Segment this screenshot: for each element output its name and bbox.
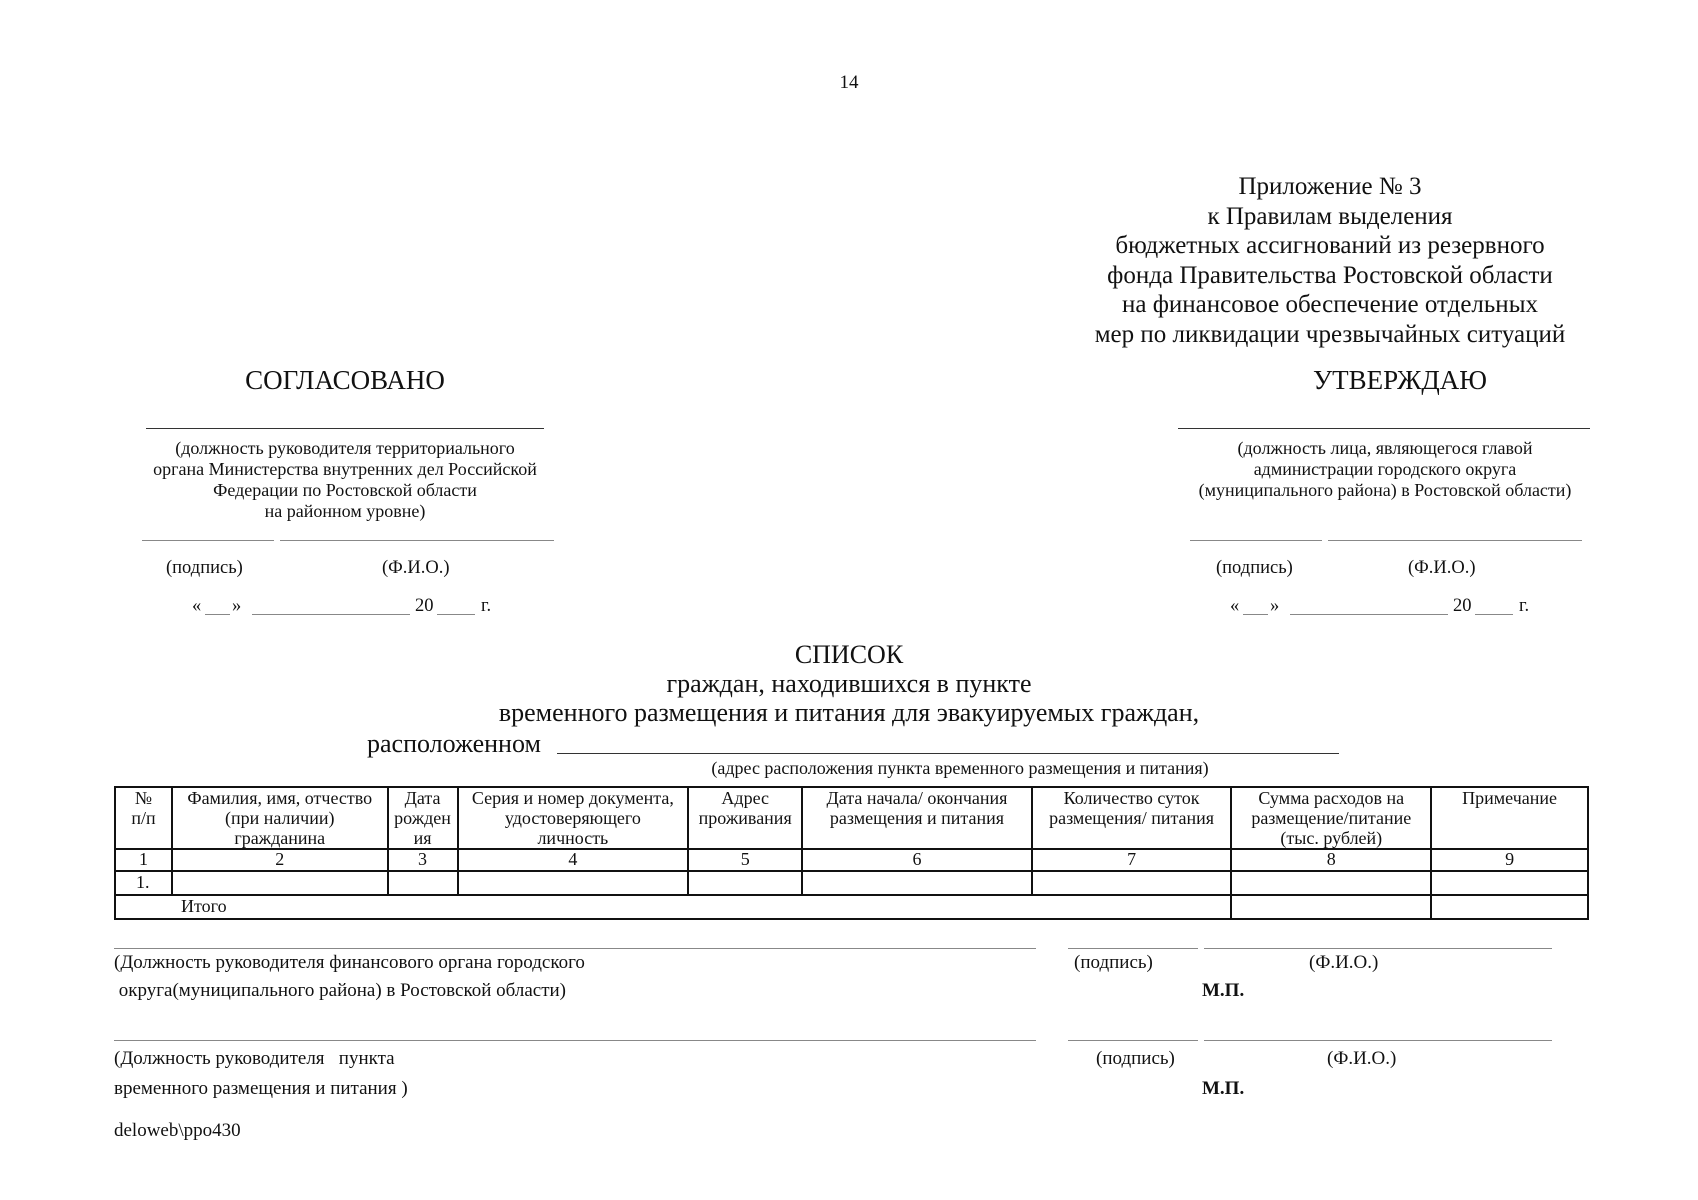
- approve-signature-line: [1190, 540, 1322, 541]
- column-header: Адрес проживания: [688, 787, 802, 849]
- table-cell: [1231, 871, 1431, 895]
- table-row: [115, 871, 1588, 895]
- list-heading: СПИСОК: [794, 640, 904, 669]
- position-line: [114, 1040, 1036, 1041]
- position-text: (Должность руководителя финансового органа городского: [114, 952, 585, 973]
- appendix-line: фонда Правительства Ростовской области: [1107, 261, 1553, 289]
- approve-position-line: [1178, 428, 1590, 429]
- appendix-line: на финансовое обеспечение отдельных: [1121, 291, 1538, 318]
- address-line: [557, 753, 1339, 754]
- position-text: временного размещения и питания ): [114, 1078, 408, 1099]
- name-line: [1204, 1040, 1552, 1041]
- agreed-year-prefix: 20: [415, 596, 434, 616]
- list-subtitle-line: временного размещения и питания для эвакуируемых граждан,: [498, 698, 1200, 727]
- appendix-line: Приложение № 3: [1238, 173, 1422, 200]
- column-header: Примечание: [1431, 787, 1588, 849]
- table-cell: 1.: [115, 871, 172, 895]
- column-header: Сумма расходов на размещение/питание (тыс. рублей): [1231, 787, 1431, 849]
- approve-year-suffix: г.: [1519, 596, 1530, 616]
- column-number: 2: [172, 849, 388, 871]
- list-location-prefix: расположенном: [367, 729, 541, 758]
- list-subtitle-line: граждан, находившихся в пункте: [666, 669, 1032, 698]
- column-number: 4: [458, 849, 689, 871]
- note-line: (муниципального района) в Ростовской области): [1198, 480, 1572, 500]
- approve-day-line: [1243, 614, 1268, 615]
- document-id: deloweb\ppo430: [114, 1120, 241, 1141]
- signature-line: [1068, 1040, 1198, 1041]
- note-line: на районном уровне): [264, 501, 426, 521]
- approve-date-close: »: [1270, 596, 1280, 616]
- table-cell: [388, 871, 458, 895]
- appendix-line: бюджетных ассигнований из резервного: [1115, 232, 1545, 259]
- column-number: 5: [688, 849, 802, 871]
- total-note-cell: [1431, 895, 1588, 919]
- note-line: администрации городского округа: [1253, 459, 1517, 479]
- approve-name-label: (Ф.И.О.): [1408, 558, 1476, 578]
- position-text: округа(муниципального района) в Ростовской области): [114, 980, 567, 1001]
- note-line: органа Министерства внутренних дел Российской: [153, 459, 537, 479]
- appendix-line: мер по ликвидации чрезвычайных ситуаций: [1094, 320, 1566, 348]
- column-number: 9: [1431, 849, 1588, 871]
- agreed-signature-line: [142, 540, 274, 541]
- agreed-name-label: (Ф.И.О.): [382, 558, 450, 578]
- approve-title: УТВЕРЖДАЮ: [1312, 365, 1488, 395]
- note-line: Федерации по Ростовской области: [213, 480, 477, 500]
- column-number-row: [115, 849, 1588, 871]
- name-label: (Ф.И.О.): [1327, 1048, 1397, 1069]
- agreed-month-line: [252, 614, 410, 615]
- column-header: Количество суток размещения/ питания: [1032, 787, 1232, 849]
- page-number: 14: [839, 72, 859, 93]
- column-header: Фамилия, имя, отчество (при наличии) гражданина: [172, 787, 388, 849]
- approve-position-note: [1150, 438, 1620, 501]
- agreed-signature-label: (подпись): [166, 558, 243, 578]
- agreed-day-line: [205, 614, 230, 615]
- stamp-label: М.П.: [1202, 980, 1245, 1001]
- agreed-year-suffix: г.: [481, 596, 492, 616]
- position-line: [114, 948, 1036, 949]
- agreed-title: СОГЛАСОВАНО: [245, 365, 445, 395]
- appendix-line: к Правилам выделения: [1207, 202, 1453, 230]
- approve-month-line: [1290, 614, 1448, 615]
- approve-name-line: [1328, 540, 1582, 541]
- address-note: (адрес расположения пункта временного размещения и питания): [711, 758, 1209, 778]
- citizens-table: [114, 786, 1589, 920]
- column-header: Серия и номер документа, удостоверяющего личность: [458, 787, 689, 849]
- agreed-position-line: [146, 428, 544, 429]
- table-cell: [1032, 871, 1232, 895]
- agreed-date-open: «: [192, 596, 202, 616]
- column-number: 6: [802, 849, 1032, 871]
- table-cell: [802, 871, 1032, 895]
- total-row: [115, 895, 1588, 919]
- table-cell: [1431, 871, 1588, 895]
- agreed-date-close: »: [232, 596, 242, 616]
- name-line: [1204, 948, 1552, 949]
- appendix-header: [1020, 172, 1640, 349]
- note-line: (должность лица, являющегося главой: [1237, 438, 1533, 458]
- column-header: Дата начала/ окончания размещения и питания: [802, 787, 1032, 849]
- column-header: № п/п: [115, 787, 172, 849]
- table-cell: [458, 871, 689, 895]
- agreed-position-note: [110, 438, 580, 522]
- table-cell: [688, 871, 802, 895]
- stamp-label: М.П.: [1202, 1078, 1245, 1099]
- column-number: 7: [1032, 849, 1232, 871]
- signature-line: [1068, 948, 1198, 949]
- note-line: (должность руководителя территориального: [175, 438, 515, 458]
- total-label: Итого: [115, 895, 1231, 919]
- signature-label: (подпись): [1096, 1048, 1175, 1069]
- column-number: 1: [115, 849, 172, 871]
- position-text: (Должность руководителя пункта: [114, 1048, 395, 1069]
- approve-signature-label: (подпись): [1216, 558, 1293, 578]
- column-number: 3: [388, 849, 458, 871]
- table-header-row: [115, 787, 1588, 849]
- list-title: [0, 640, 1698, 727]
- approve-year-prefix: 20: [1453, 596, 1472, 616]
- table-cell: [172, 871, 388, 895]
- approve-date-open: «: [1230, 596, 1240, 616]
- agreed-year-line: [437, 614, 475, 615]
- agreed-name-line: [280, 540, 554, 541]
- column-number: 8: [1231, 849, 1431, 871]
- total-sum-cell: [1231, 895, 1431, 919]
- signature-label: (подпись): [1074, 952, 1153, 973]
- name-label: (Ф.И.О.): [1309, 952, 1379, 973]
- approve-year-line: [1475, 614, 1513, 615]
- column-header: Дата рожден ия: [388, 787, 458, 849]
